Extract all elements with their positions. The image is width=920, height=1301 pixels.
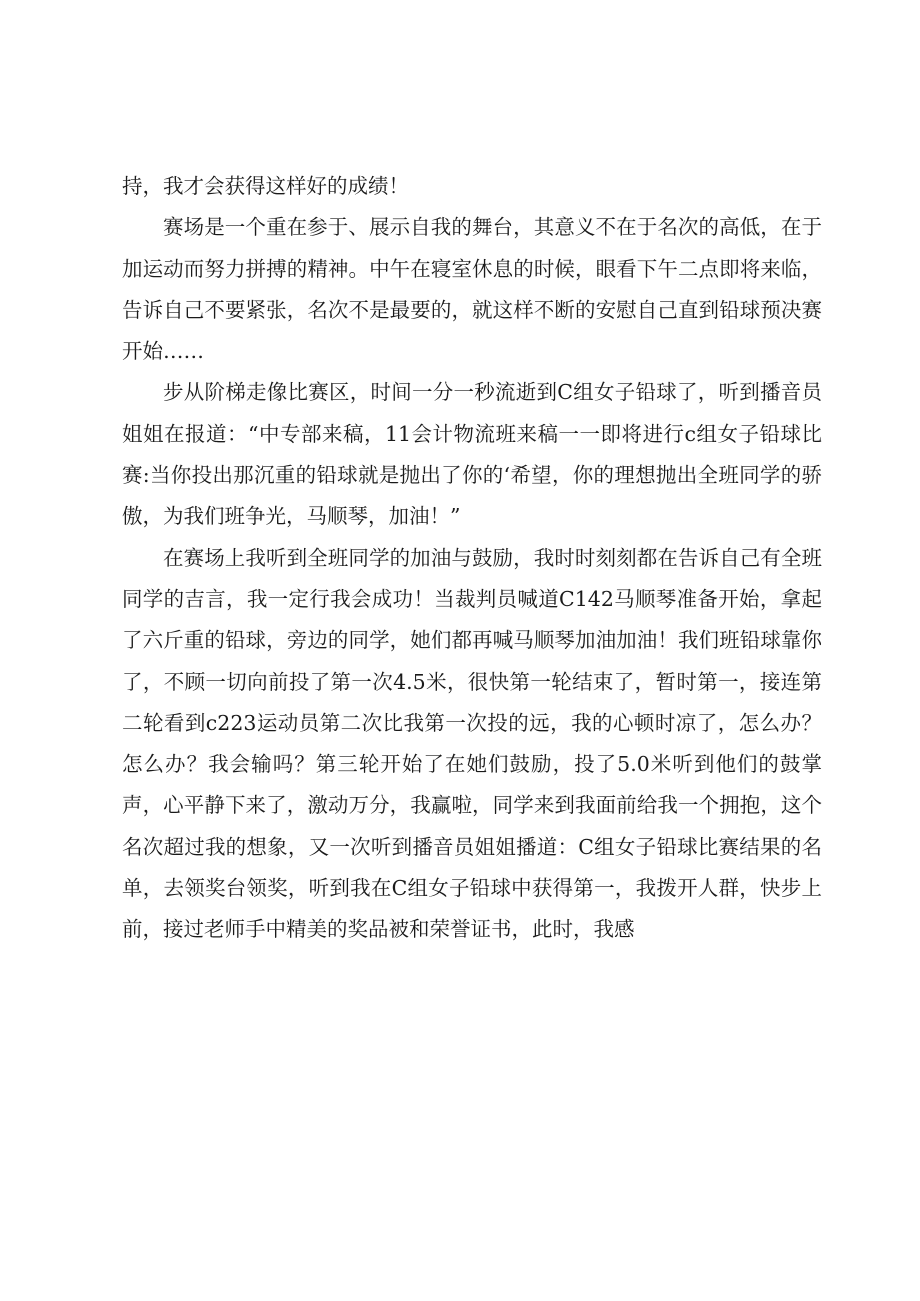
paragraph-1: 持，我才会获得这样好的成绩！ [122,174,409,198]
paragraph-3: 步从阶梯走像比赛区，时间一分一秒流逝到C组女子铅球了，听到播音员姐姐在报道：“中专部来稿，11会计物流班来稿一一即将进行c组女子铅球比赛:当你投出那沉重的铅球就是抛出了你的‘希望，你的理想抛出全班同学的骄傲，为我们班争光，马顺琴，加油！” [122,380,822,529]
paragraph-4: 在赛场上我听到全班同学的加油与鼓励，我时时刻刻都在告诉自己有全班同学的吉言，我一定行我会成功！当裁判员喊道C142马顺琴准备开始，拿起了六斤重的铅球，旁边的同学，她们都再喊马顺琴加油加油！我们班铅球靠你了，不顾一切向前投了第一次4.5米，很快第一轮结束了，暂时第一，接连第二轮看到c223运动员第二次比我第一次投的远，我的心顿时凉了，怎么办？怎么办？我会输吗？第三轮开始了在她们鼓励，投了5.0米听到他们的鼓掌声，心平静下来了，激动万分，我赢啦，同学来到我面前给我一个拥抱，这个名次超过我的想象，又一次听到播音员姐姐播道：C组女子铅球比赛结果的名单，去领奖台领奖，听到我在C组女子铅球中获得第一，我拨开人群，快步上前，接过老师手中精美的奖品被和荣誉证书，此时，我感 [122,545,822,942]
body-text [122,166,822,951]
paragraph-2: 赛场是一个重在参于、展示自我的舞台，其意义不在于名次的高低，在于加运动而努力拼搏的精神。中午在寝室休息的时候，眼看下午二点即将来临，告诉自己不要紧张，名次不是最要的，就这样不断的安慰自己直到铅球预决赛开始…… [122,215,822,364]
